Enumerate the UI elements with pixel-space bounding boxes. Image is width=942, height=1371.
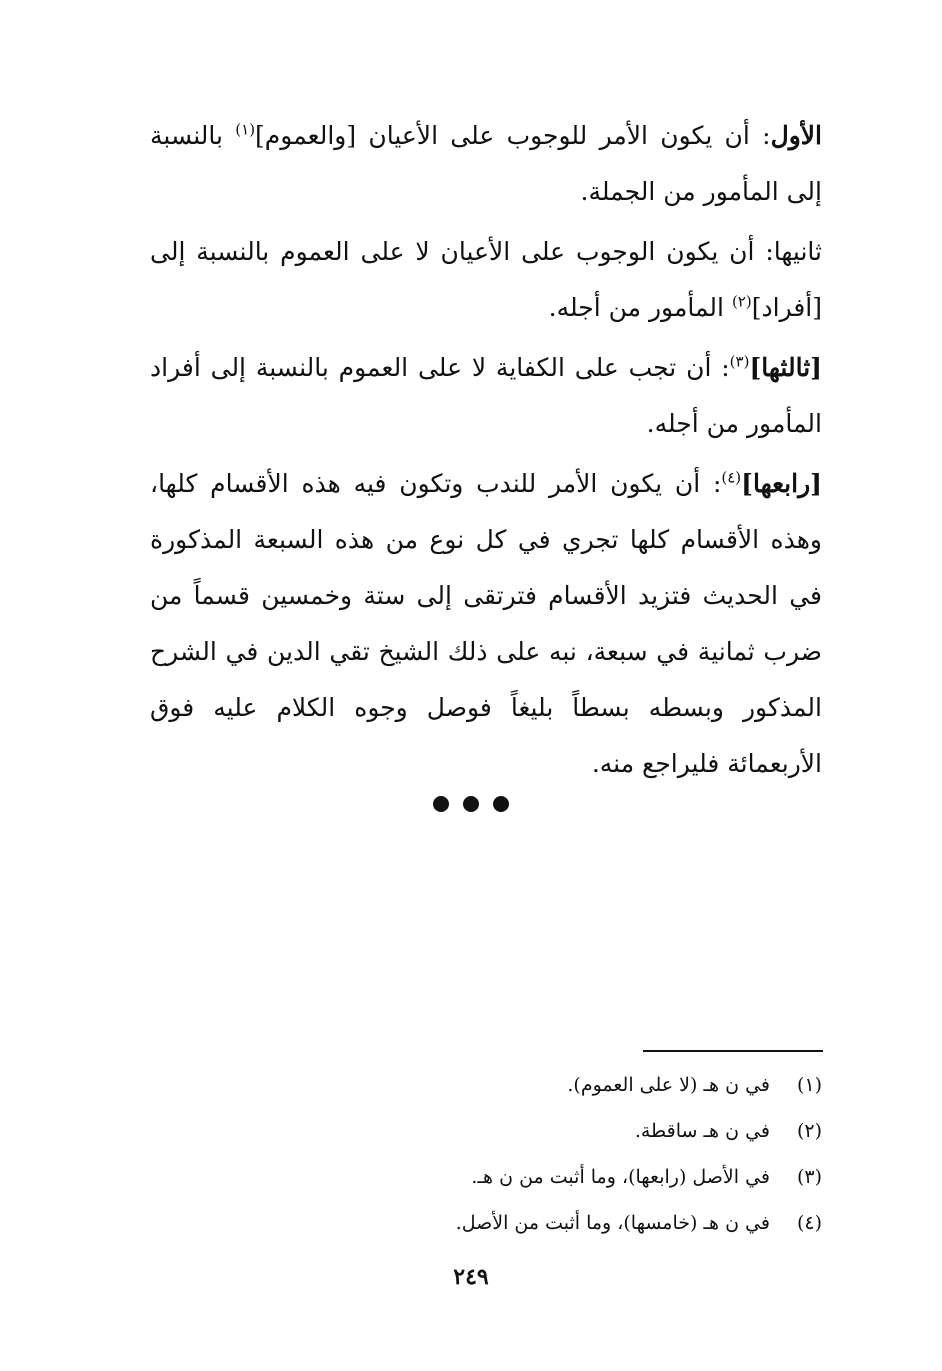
footnote-ref[interactable]: (٣) (729, 352, 750, 371)
paragraph-text: : أن يكون الأمر للوجوب على الأعيان [والعموم] (255, 121, 771, 150)
footnote-ref[interactable]: (١) (235, 120, 256, 139)
footnote-text: في الأصل (رابعها)، وما أثبت من ن هـ. (471, 1166, 770, 1188)
main-text (150, 108, 822, 792)
footnote-item (150, 1200, 822, 1246)
paragraph-text: : أن يكون الوجوب على الأعيان لا على العموم بالنسبة إلى [أفراد] (150, 237, 822, 322)
footnote-number: (٣) (796, 1166, 822, 1188)
footnote-item (150, 1062, 822, 1108)
footnotes (150, 1062, 822, 1246)
paragraph-text: : أن يكون الأمر للندب وتكون فيه هذه الأقسام كلها، وهذه الأقسام كلها تجري في كل نوع من هذه السبعة المذكورة في الحديث فتزيد الأقسام فترتقى إلى ستة وخمسين قسماً من ضرب ثمانية في سبعة، نبه على ذلك الشيخ تقي الدين في الشرح المذكور وبسطه بسطاً بليغاً فوصل وجوه الكلام عليه فوق الأربعمائة فليراجع منه. (150, 469, 822, 778)
footnote-text: في ن هـ (لا على العموم). (567, 1074, 770, 1096)
footnote-item (150, 1108, 822, 1154)
paragraph-text: : أن تجب على الكفاية لا على العموم بالنسبة إلى أفراد المأمور من أجله. (150, 353, 822, 438)
page-number: ٢٤٩ (453, 1264, 489, 1290)
footnote-text: في ن هـ ساقطة. (634, 1120, 770, 1142)
separator-dot (433, 796, 449, 812)
paragraph-4 (150, 456, 822, 792)
section-separator (0, 796, 942, 812)
paragraph-lead: [ثالثها] (749, 353, 822, 382)
footnote-ref[interactable]: (٤) (721, 468, 742, 487)
footnote-number: (١) (796, 1074, 822, 1096)
footnote-number: (٢) (796, 1120, 822, 1142)
paragraph-2 (150, 224, 822, 336)
footnote-text: في ن هـ (خامسها)، وما أثبت من الأصل. (455, 1212, 770, 1234)
paragraph-lead: [رابعها] (741, 469, 822, 498)
paragraph-text: بالنسبة إلى المأمور من الجملة. (150, 121, 822, 206)
paragraph-1 (150, 108, 822, 220)
paragraph-3 (150, 340, 822, 452)
separator-dot (463, 796, 479, 812)
paragraph-text: المأمور من أجله. (548, 293, 732, 322)
footnote-item (150, 1154, 822, 1200)
paragraph-lead: ثانيها (773, 237, 822, 266)
footnote-ref[interactable]: (٢) (731, 292, 752, 311)
separator-dot (493, 796, 509, 812)
paragraph-lead: الأول (770, 121, 823, 150)
footnote-number: (٤) (796, 1212, 822, 1234)
footnote-divider (643, 1050, 823, 1052)
